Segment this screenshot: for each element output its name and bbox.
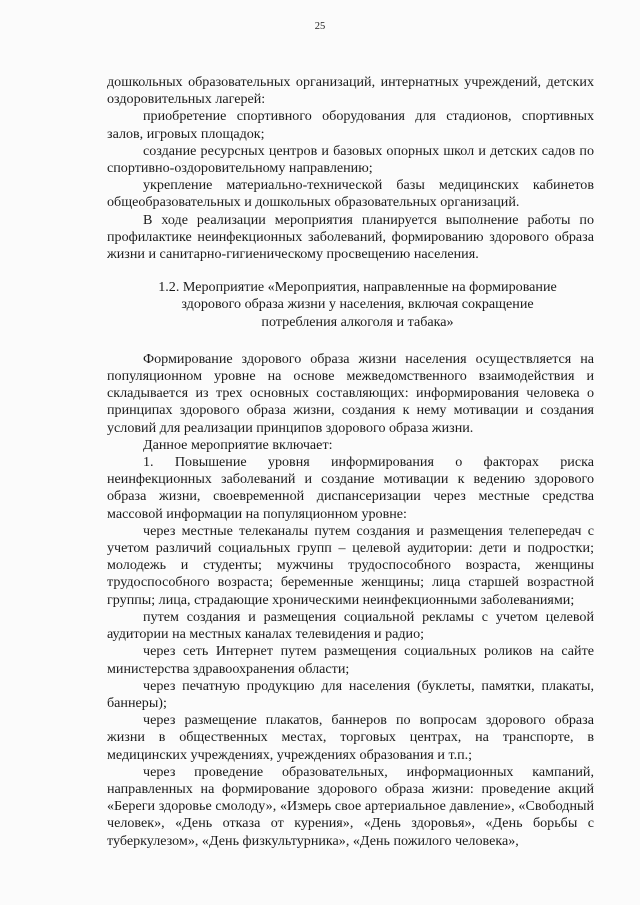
list-item: через местные телеканалы путем создания и размещения телепередач с учетом различий социальных групп – целевой аудитории: дети и подростки; молодежь и студенты; мужчины трудоспособного возраста, женщины трудоспособного возраста; беременные женщины; лица старшей возрастной группы; лица, страдающие хроническими неинфекционными заболеваниями; [107,522,594,608]
paragraph: В ходе реализации мероприятия планируется выполнение работы по профилактике неинфекционных заболеваний, формированию здорового образа жизни и санитарно-гигиеническому просвещению населения. [107,211,594,263]
paragraph: дошкольных образовательных организаций, интернатных учреждений, детских оздоровительных лагерей: [107,74,594,108]
page-number: 25 [314,21,326,32]
list-item: через сеть Интернет путем размещения социальных роликов на сайте министерства здравоохранения области; [107,643,594,677]
list-item: создание ресурсных центров и базовых опорных школ и детских садов по спортивно-оздоровительному направлению; [107,142,594,177]
heading-line-2: здорового образа жизни у населения, включая сокращение [181,296,534,313]
paragraph: Данное мероприятие включает: [143,436,333,453]
numbered-item: 1. Повышение уровня информирования о факторах риска неинфекционных заболеваний и создание мотивации к ведению здорового образа жизни, своевременной диспансеризации через местные средства массовой информации на популяционном уровне: [107,454,594,522]
section-heading [107,279,594,331]
paragraph: Формирование здорового образа жизни населения осуществляется на популяционном уровне на основе межведомственного взаимодействия и складывается из трех основных составляющих: информирования человека о принципах здорового образа жизни, создания к нему мотивации и создания условий для реализации принципов здорового образа жизни. [107,350,594,436]
list-item: укрепление материально-технической базы медицинских кабинетов общеобразовательных и дошкольных образовательных организаций. [107,177,594,211]
list-item: путем создания и размещения социальной рекламы с учетом целевой аудитории на местных каналах телевидения и радио; [107,608,594,643]
heading-line-1: 1.2. Мероприятие «Мероприятия, направленные на формирование [158,279,557,296]
list-item: через проведение образовательных, информационных кампаний, направленных на формирование здорового образа жизни: проведение акций «Береги здоровье смолоду», «Измерь свое артериальное давление», «Свободный человек», «День отказа от курения», «День здоровья», «День борьбы с туберкулезом», «День физкультурника», «День пожилого человека», [107,763,594,849]
document-body [107,74,594,850]
list-item: через размещение плакатов, баннеров по вопросам здорового образа жизни в общественных местах, торговых центрах, на транспорте, в медицинских учреждениях, учреждениях образования и т.п.; [107,712,594,763]
heading-line-3: потребления алкоголя и табака» [261,313,454,330]
list-item: через печатную продукцию для населения (буклеты, памятки, плакаты, баннеры); [107,677,594,711]
list-item: приобретение спортивного оборудования для стадионов, спортивных залов, игровых площадок; [107,108,594,142]
